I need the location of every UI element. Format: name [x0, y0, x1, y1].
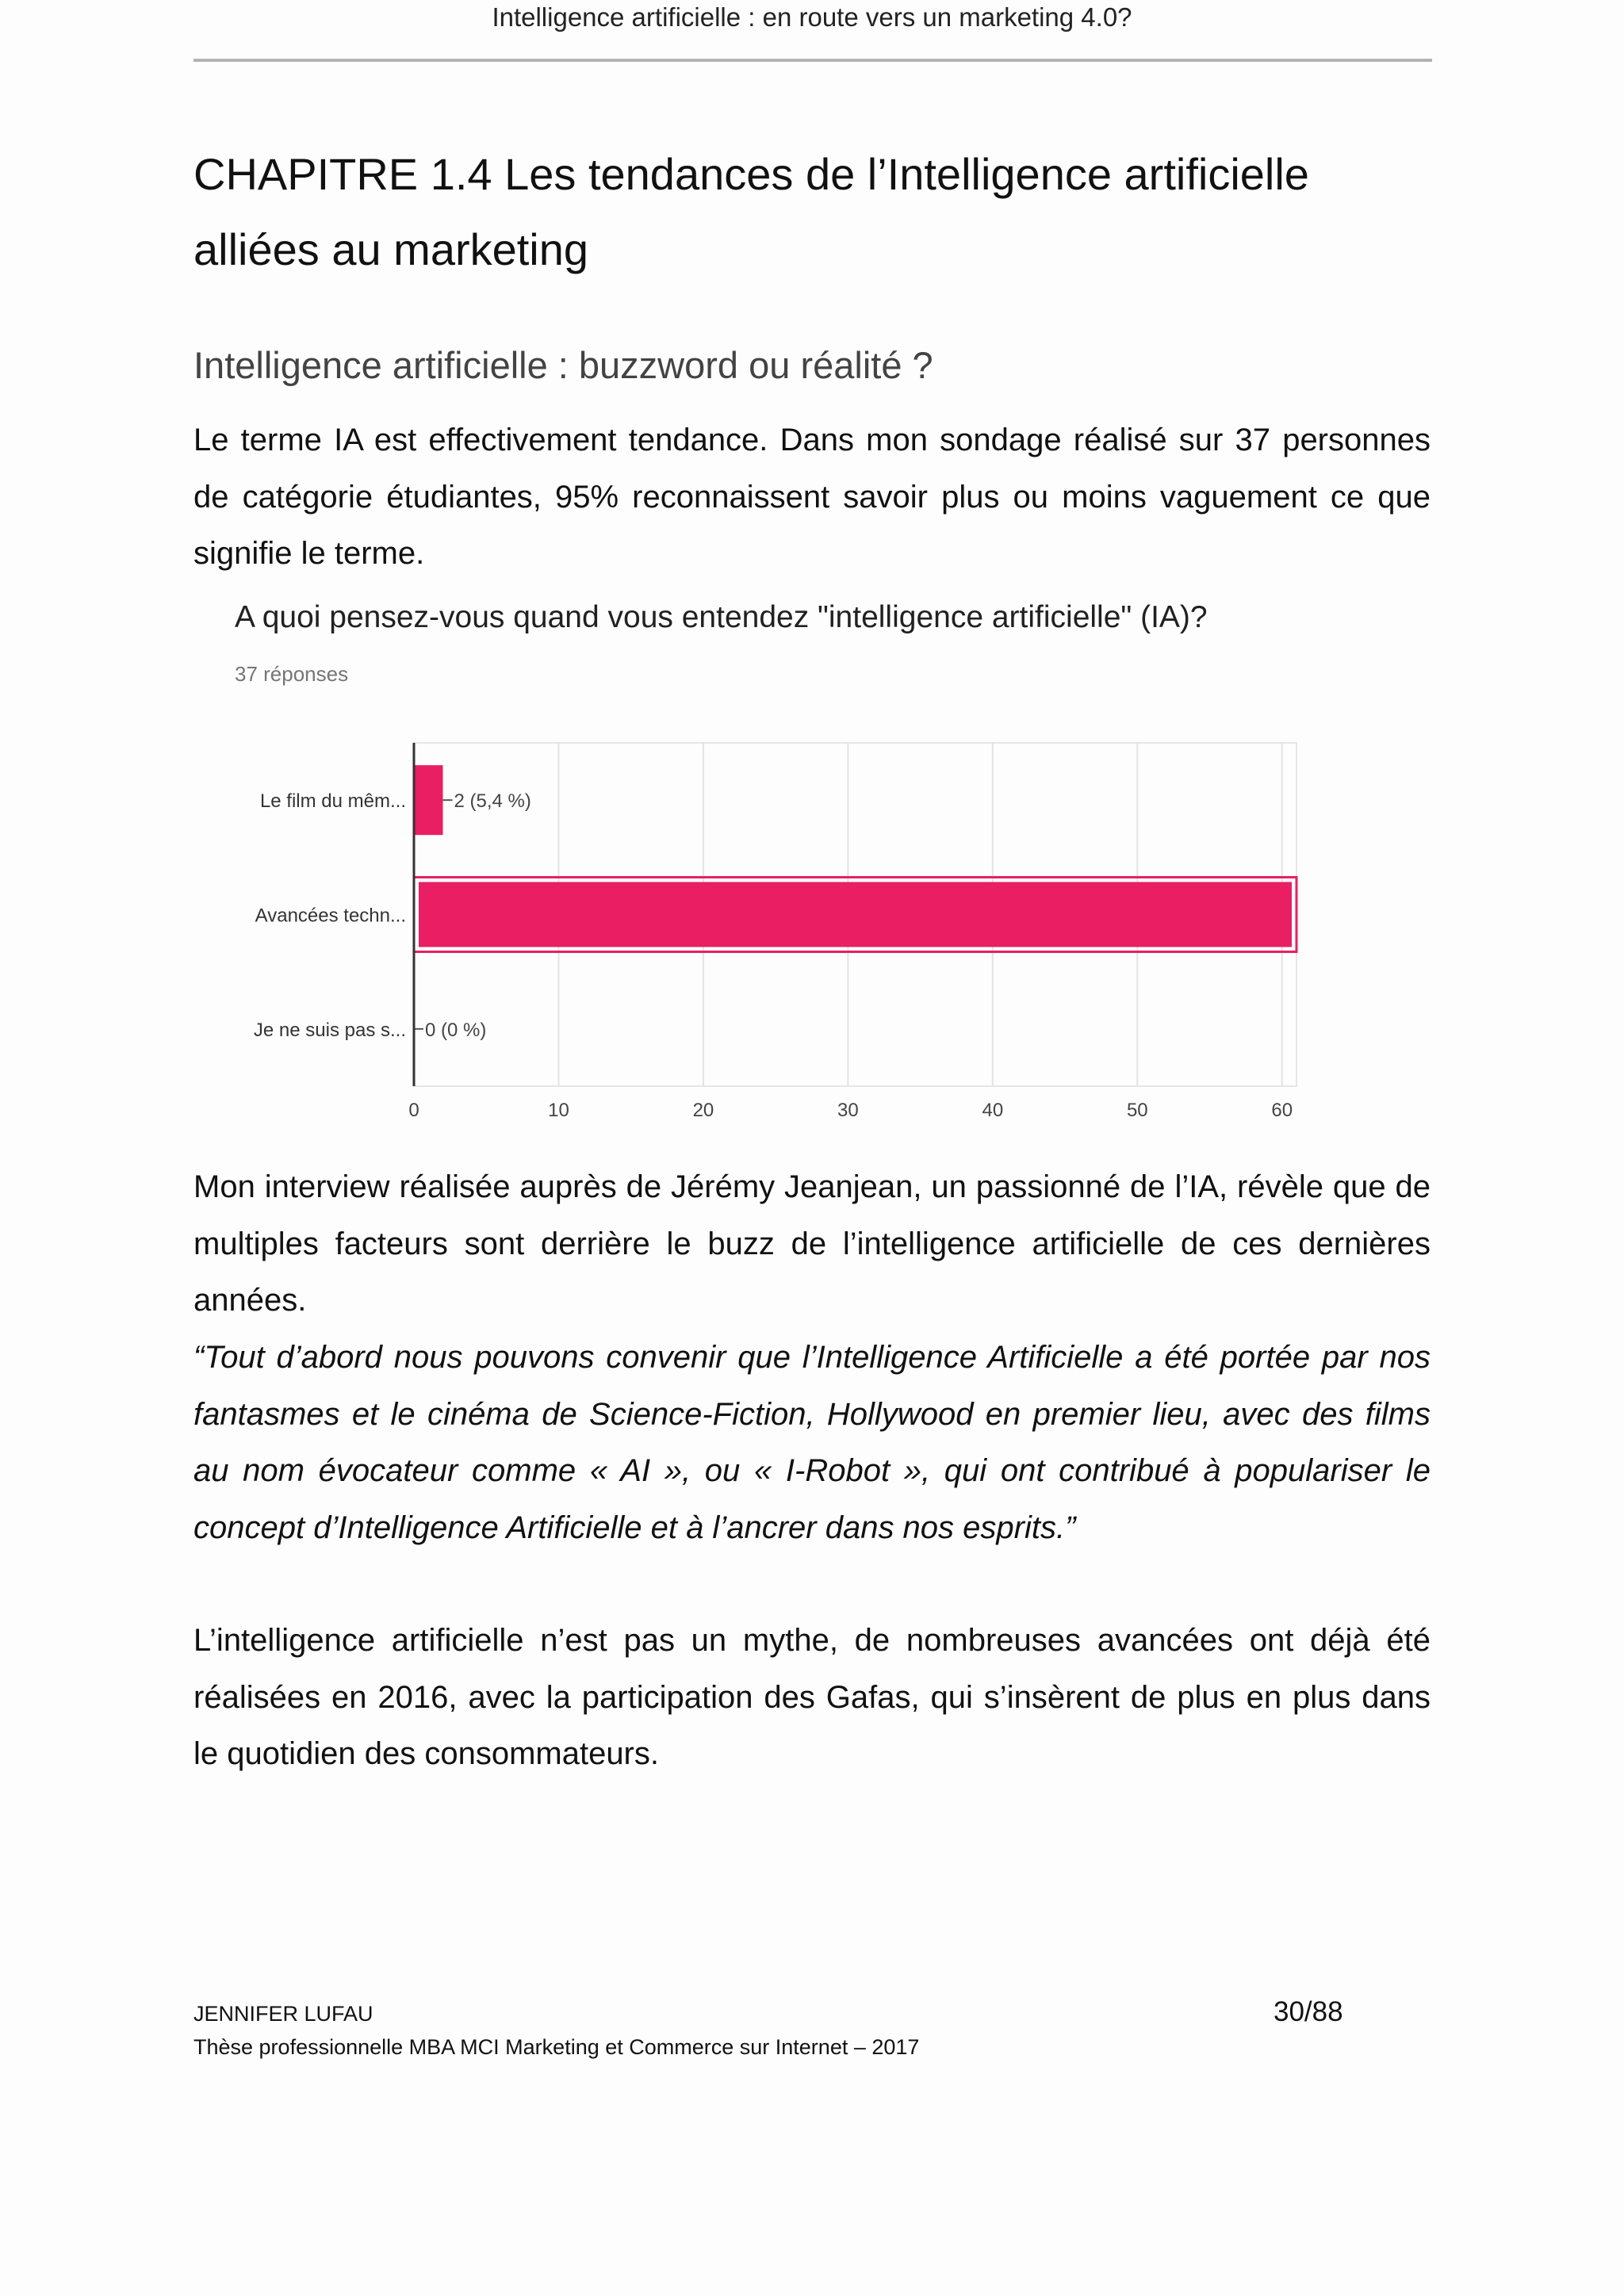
- footer-thesis: Thèse professionnelle MBA MCI Marketing et Commerce sur Internet – 2017: [193, 2035, 920, 2059]
- x-tick-label: 40: [982, 1100, 1004, 1121]
- x-tick-label: 60: [1271, 1100, 1293, 1121]
- category-label: Avancées techn...: [255, 905, 406, 927]
- body-paragraph-interview: Mon interview réalisée auprès de Jérémy Jeanjean, un passionné de l’IA, révèle que de multiples facteurs sont derrière le buzz de l’intelligence artificielle de ces dernières années.: [193, 1169, 1431, 1318]
- x-tick-label: 0: [408, 1100, 419, 1121]
- running-header: Intelligence artificielle : en route vers un marketing 4.0?: [492, 2, 1132, 32]
- chart-plot: [230, 591, 1340, 1146]
- x-tick-label: 30: [837, 1100, 859, 1121]
- data-label: 0 (0 %): [425, 1019, 487, 1041]
- footer-author: JENNIFER LUFAU: [193, 2002, 373, 2026]
- body-quote: “Tout d’abord nous pouvons convenir que l’Intelligence Artificielle a été portée par nos fantasmes et le cinéma de Science-Fiction, Hollywood en premier lieu, avec des films au nom évocateur comme « AI », ou « I-Robot », qui ont contribué à populariser le concept d’Intelligence Artificielle et à l’ancrer dans nos esprits.”: [193, 1340, 1431, 1545]
- page-number: 30/88: [1274, 1996, 1343, 2027]
- data-label: 2 (5,4 %): [454, 790, 531, 813]
- chart-title: A quoi pensez-vous quand vous entendez "intelligence artificielle" (IA)?: [235, 600, 1208, 634]
- chapter-title: CHAPITRE 1.4 Les tendances de l’Intelligence artificielle alliées au marketing: [193, 149, 1309, 274]
- section-title: Intelligence artificielle : buzzword ou réalité ?: [193, 344, 933, 386]
- category-label: Le film du mêm...: [259, 790, 406, 813]
- body-paragraph-conclusion: L’intelligence artificielle n’est pas un mythe, de nombreuses avancées ont déjà été réalisées en 2016, avec la participation des Gafas, qui s’insèrent de plus en plus dans le quotidien des consommateurs.: [193, 1623, 1431, 1771]
- chart-subtitle: 37 réponses: [235, 662, 349, 686]
- bar: [414, 765, 442, 835]
- x-tick-label: 10: [548, 1100, 569, 1121]
- header-divider: [193, 59, 1432, 62]
- bar: [419, 882, 1292, 947]
- x-tick-label: 20: [692, 1100, 714, 1121]
- x-tick-label: 50: [1126, 1100, 1148, 1121]
- body-paragraph-survey: Le terme IA est effectivement tendance. Dans mon sondage réalisé sur 37 personnes de catégorie étudiantes, 95% reconnaissent savoir plus ou moins vaguement ce que signifie le terme.: [193, 423, 1431, 571]
- survey-bar-chart: [230, 591, 1340, 1146]
- category-label: Je ne suis pas s...: [253, 1019, 406, 1041]
